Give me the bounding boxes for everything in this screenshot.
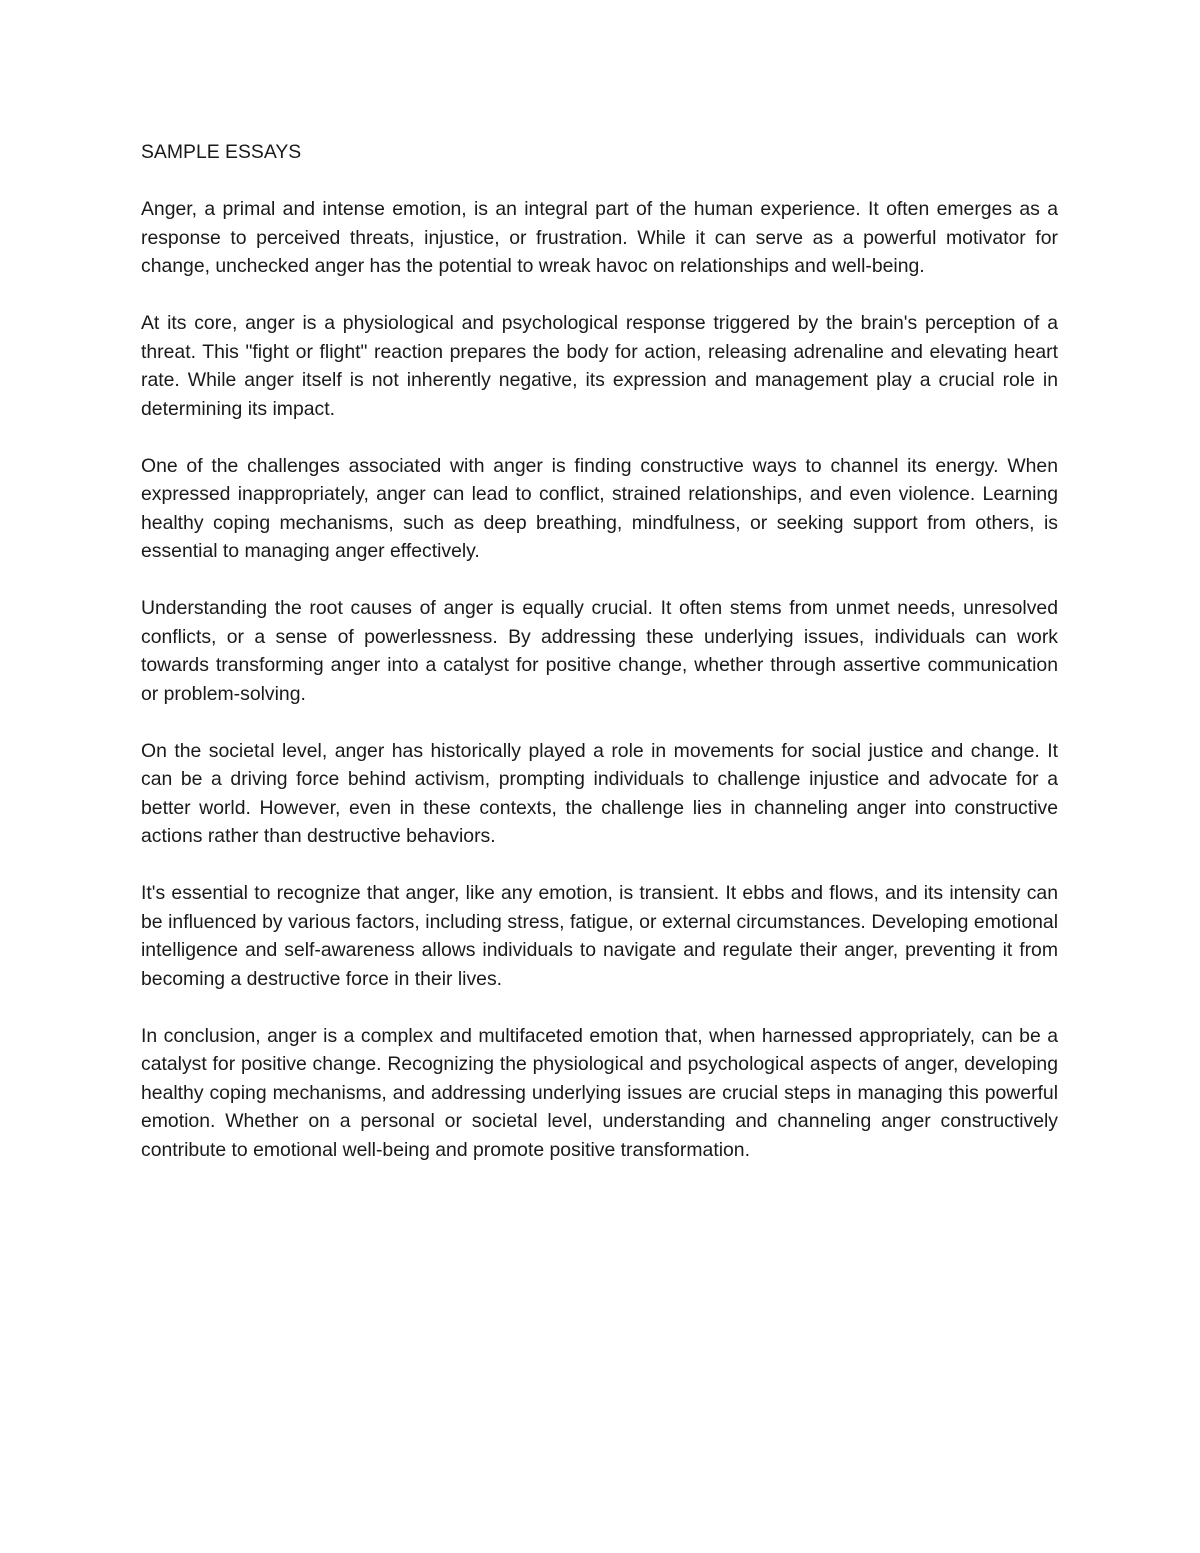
paragraph-3: One of the challenges associated with anger is finding constructive ways to channel its energy. When expressed inappropriately, anger can lead to conflict, strained relationships, and even violence. Learning healthy coping mechanisms, such as deep breathing, mindfulness, or seeking support from others, is essential to managing anger effectively. (141, 454, 1058, 562)
document-title: SAMPLE ESSAYS (141, 141, 302, 163)
paragraph-5: On the societal level, anger has historically played a role in movements for social justice and change. It can be a driving force behind activism, prompting individuals to challenge injustice and advocate for a better world. However, even in these contexts, the challenge lies in channeling anger into constructive actions rather than destructive behaviors. (141, 739, 1058, 847)
document-body (141, 138, 1058, 1164)
paragraph-2: At its core, anger is a physiological and psychological response triggered by the brain's perception of a threat. This "fight or flight" reaction prepares the body for action, releasing adrenaline and elevating heart rate. While anger itself is not inherently negative, its expression and management play a crucial role in determining its impact. (141, 312, 1058, 420)
paragraph-6: It's essential to recognize that anger, like any emotion, is transient. It ebbs and flows, and its intensity can be influenced by various factors, including stress, fatigue, or external circumstances. Developing emotional intelligence and self-awareness allows individuals to navigate and regulate their anger, preventing it from becoming a destructive force in their lives. (141, 882, 1058, 990)
paragraph-1: Anger, a primal and intense emotion, is an integral part of the human experience. It often emerges as a response to perceived threats, injustice, or frustration. While it can serve as a powerful motivator for change, unchecked anger has the potential to wreak havoc on relationships and well-being. (141, 198, 1058, 277)
paragraph-7: In conclusion, anger is a complex and multifaceted emotion that, when harnessed appropriately, can be a catalyst for positive change. Recognizing the physiological and psychological aspects of anger, developing healthy coping mechanisms, and addressing underlying issues are crucial steps in managing this powerful emotion. Whether on a personal or societal level, understanding and channeling anger constructively contribute to emotional well-being and promote positive transformation. (141, 1024, 1058, 1161)
paragraph-4: Understanding the root causes of anger is equally crucial. It often stems from unmet needs, unresolved conflicts, or a sense of powerlessness. By addressing these underlying issues, individuals can work towards transforming anger into a catalyst for positive change, whether through assertive communication or problem-solving. (141, 597, 1058, 705)
